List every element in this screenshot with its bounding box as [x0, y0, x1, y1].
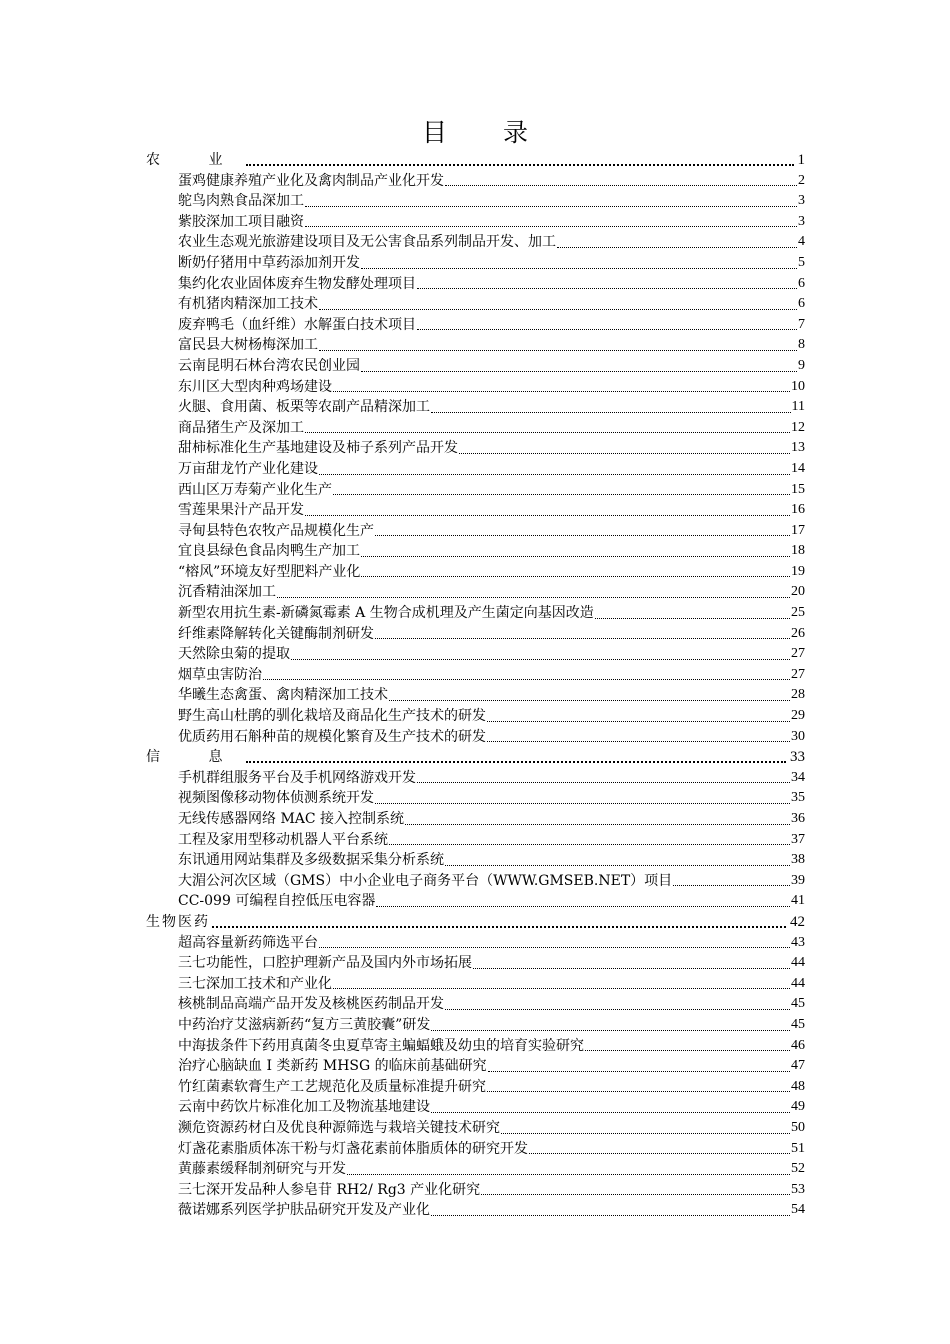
toc-entry-label: CC-099 可编程自控低压电容器: [178, 893, 376, 910]
toc-entry-label: “榕风”环境友好型肥料产业化: [178, 563, 361, 580]
toc-entry-label: 黄藤素缓释制剂研究与开发: [178, 1161, 346, 1178]
dot-leader: [319, 309, 797, 310]
toc-entry-row[interactable]: [140, 397, 805, 418]
toc-entry-row[interactable]: [140, 1097, 805, 1118]
toc-entry-row[interactable]: [140, 335, 805, 356]
toc-entry-page-number: 30: [791, 728, 805, 744]
toc-entry-row[interactable]: [140, 933, 805, 954]
dot-leader: [305, 206, 797, 207]
toc-entry-page-number: 16: [791, 502, 805, 518]
toc-entry-row[interactable]: [140, 809, 805, 830]
toc-section-label: 信 息: [146, 749, 245, 766]
toc-entry-label: 薇诺娜系列医学护肤品研究开发及产业化: [178, 1202, 430, 1219]
toc-entry-row[interactable]: [140, 1159, 805, 1180]
toc-entry-page-number: 25: [791, 605, 805, 621]
toc-entry-label: 集约化农业固体废弃生物发酵处理项目: [178, 275, 416, 292]
toc-entry-row[interactable]: [140, 788, 805, 809]
toc-entry-page-number: 14: [791, 460, 805, 476]
toc-entry-page-number: 43: [791, 934, 805, 950]
toc-entry-row[interactable]: [140, 171, 805, 192]
dot-leader: [445, 1009, 790, 1010]
toc-entry-row[interactable]: [140, 685, 805, 706]
dot-leader: [376, 906, 790, 907]
toc-entry-row[interactable]: [140, 768, 805, 789]
toc-entry-page-number: 38: [791, 852, 805, 868]
toc-entry-label: 鸵鸟肉熟食品深加工: [178, 193, 304, 210]
toc-entry-label: 三七深加工技术和产业化: [178, 975, 332, 992]
toc-entry-row[interactable]: [140, 624, 805, 645]
toc-entry-label: 野生高山杜鹃的驯化栽培及商品化生产技术的研发: [178, 708, 486, 725]
dot-leader: [389, 844, 790, 845]
toc-entry-label: 华曦生态禽蛋、禽肉精深加工技术: [178, 687, 388, 704]
toc-entry-row[interactable]: [140, 480, 805, 501]
toc-entry-page-number: 29: [791, 708, 805, 724]
toc-entry-row[interactable]: [140, 1015, 805, 1036]
toc-entry-row[interactable]: [140, 850, 805, 871]
dot-leader: [305, 515, 790, 516]
toc-entry-label: 废弃鸭毛（血纤维）水解蛋白技术项目: [178, 316, 416, 333]
toc-entry-label: 核桃制品高端产品开发及核桃医药制品开发: [178, 996, 444, 1013]
toc-entry-row[interactable]: [140, 377, 805, 398]
toc-entry-label: 大湄公河次区域（GMS）中小企业电子商务平台（WWW.GMSEB.NET）项目: [178, 872, 673, 889]
dot-leader: [431, 1030, 790, 1031]
dot-leader: [277, 597, 790, 598]
toc-entry-label: 东川区大型肉种鸡场建设: [178, 378, 332, 395]
toc-entry-label: 有机猪肉精深加工技术: [178, 296, 318, 313]
toc-entry-row[interactable]: [140, 1200, 805, 1221]
dot-leader: [431, 412, 791, 413]
toc-entry-row[interactable]: [140, 459, 805, 480]
toc-entry-label: 农业生态观光旅游建设项目及无公害食品系列制品开发、加工: [178, 234, 556, 251]
toc-entry-page-number: 3: [798, 193, 805, 209]
dot-leader: [673, 885, 790, 886]
toc-entry-label: 沉香精油深加工: [178, 584, 276, 601]
toc-entry-page-number: 37: [791, 831, 805, 847]
dot-leader: [361, 268, 797, 269]
dot-leader: [361, 556, 790, 557]
toc-entry-row[interactable]: [140, 1077, 805, 1098]
toc-section-row[interactable]: [140, 747, 805, 768]
toc-entry-label: 濒危资源药材白及优良种源筛选与栽培关键技术研究: [178, 1119, 500, 1136]
page-title: 目 录: [422, 118, 552, 147]
toc-entry-page-number: 27: [791, 646, 805, 662]
toc-section-label: 生物医药: [146, 913, 210, 930]
dot-leader: [333, 391, 790, 392]
toc-entry-label: 手机群组服务平台及手机网络游戏开发: [178, 769, 416, 786]
toc-entry-page-number: 39: [791, 872, 805, 888]
toc-entry-page-number: 47: [791, 1058, 805, 1074]
toc-entry-label: 视频图像移动物体侦测系统开发: [178, 790, 374, 807]
dot-leader: [487, 721, 790, 722]
toc-entry-row[interactable]: [140, 1056, 805, 1077]
dot-leader: [481, 1194, 790, 1195]
dot-leader: [305, 226, 797, 227]
toc-entry-row[interactable]: [140, 871, 805, 892]
toc-entry-label: 断奶仔猪用中草药添加剂开发: [178, 254, 360, 271]
toc-section-row[interactable]: [140, 150, 805, 171]
toc-entry-row[interactable]: [140, 1180, 805, 1201]
toc-entry-label: 甜柿标准化生产基地建设及柿子系列产品开发: [178, 440, 458, 457]
toc-entry-page-number: 34: [791, 769, 805, 785]
toc-section-row[interactable]: [140, 912, 805, 933]
toc-entry-label: 三七功能性，口腔护理新产品及国内外市场拓展: [178, 955, 472, 972]
dot-leader: [445, 185, 797, 186]
toc-entry-label: 宜良县绿色食品肉鸭生产加工: [178, 543, 360, 560]
toc-entry-label: 三七深开发品种人参皂苷 RH2/ Rg3 产业化研究: [178, 1181, 481, 1198]
toc-entry-label: 富民县大树杨梅深加工: [178, 337, 318, 354]
toc-entry-row[interactable]: [140, 953, 805, 974]
toc-entry-page-number: 8: [798, 337, 805, 353]
toc-entry-page-number: 35: [791, 790, 805, 806]
toc-entry-page-number: 18: [791, 543, 805, 559]
toc-entry-page-number: 41: [791, 893, 805, 909]
toc-entry-row[interactable]: [140, 315, 805, 336]
toc-entry-label: 东讯通用网站集群及多级数据采集分析系统: [178, 852, 444, 869]
toc-entry-label: 雪莲果果汁产品开发: [178, 502, 304, 519]
toc-entry-page-number: 46: [791, 1037, 805, 1053]
toc-entry-page-number: 6: [798, 296, 805, 312]
toc-entry-page-number: 13: [791, 440, 805, 456]
toc-entry-page-number: 20: [791, 584, 805, 600]
dot-leader: [557, 247, 797, 248]
toc-entry-row[interactable]: [140, 994, 805, 1015]
toc-entry-page-number: 12: [791, 419, 805, 435]
toc-entry-page-number: 26: [791, 625, 805, 641]
toc-entry-row[interactable]: [140, 644, 805, 665]
toc-entry-label: 寻甸县特色农牧产品规模化生产: [178, 522, 374, 539]
dot-leader: [333, 988, 790, 989]
toc-entry-page-number: 7: [798, 316, 805, 332]
dot-leader: [459, 453, 790, 454]
dot-leader: [431, 1215, 790, 1216]
toc-entry-row[interactable]: [140, 830, 805, 851]
toc-entry-page-number: 10: [791, 378, 805, 394]
dot-leader: [445, 865, 790, 866]
dot-leader: [361, 576, 790, 577]
toc-entry-label: 中药治疗艾滋病新药“复方三黄胶囊”研发: [178, 1016, 431, 1033]
toc-entry-row[interactable]: [140, 1139, 805, 1160]
dot-leader: [595, 618, 790, 619]
toc-entry-page-number: 3: [798, 213, 805, 229]
dot-leader: [431, 1112, 790, 1113]
toc-entry-page-number: 6: [798, 275, 805, 291]
toc-entry-page-number: 51: [791, 1140, 805, 1156]
toc-entry-label: 云南昆明石林台湾农民创业园: [178, 357, 360, 374]
dot-leader: [585, 1050, 790, 1051]
dot-leader: [347, 1174, 790, 1175]
toc-entry-row[interactable]: [140, 562, 805, 583]
dot-leader: [291, 659, 790, 660]
toc-entry-label: 万亩甜龙竹产业化建设: [178, 460, 318, 477]
dot-leader: [263, 679, 790, 680]
toc-entry-row[interactable]: [140, 603, 805, 624]
toc-entry-page-number: 49: [791, 1099, 805, 1115]
toc-section-page-number: 42: [790, 913, 805, 930]
dot-leader: [305, 432, 790, 433]
dot-leader: [333, 494, 790, 495]
toc-entry-page-number: 48: [791, 1078, 805, 1094]
toc-entry-label: 优质药用石斛种苗的规模化繁育及生产技术的研发: [178, 728, 486, 745]
dot-leader: [375, 535, 790, 536]
toc-entry-page-number: 52: [791, 1161, 805, 1177]
toc-entry-row[interactable]: [140, 891, 805, 912]
toc-entry-page-number: 28: [791, 687, 805, 703]
toc-entry-row[interactable]: [140, 521, 805, 542]
dot-leader: [488, 1071, 790, 1072]
toc-entry-row[interactable]: [140, 582, 805, 603]
dot-leader: [319, 474, 790, 475]
toc-entry-page-number: 50: [791, 1119, 805, 1135]
toc-entry-row[interactable]: [140, 438, 805, 459]
toc-entry-row[interactable]: [140, 974, 805, 995]
toc-entry-page-number: 5: [798, 254, 805, 270]
toc-entry-row[interactable]: [140, 500, 805, 521]
toc-entry-page-number: 53: [791, 1181, 805, 1197]
toc-entry-label: 西山区万寿菊产业化生产: [178, 481, 332, 498]
toc-entry-label: 云南中药饮片标准化加工及物流基地建设: [178, 1099, 430, 1116]
dot-leader: [501, 1133, 790, 1134]
dot-leader: [319, 947, 790, 948]
dot-leader: [375, 638, 790, 639]
toc-entry-page-number: 54: [791, 1202, 805, 1218]
toc-section-label: 农 业: [146, 152, 245, 168]
toc-entry-label: 天然除虫菊的提取: [178, 646, 290, 663]
toc-entry-label: 紫胶深加工项目融资: [178, 213, 304, 230]
dot-leader: [389, 700, 790, 701]
toc-entry-page-number: 2: [798, 172, 805, 188]
toc-entry-label: 新型农用抗生素-新磷氮霉素 A 生物合成机理及产生菌定向基因改造: [178, 605, 594, 622]
toc-entry-label: 纤维素降解转化关键酶制剂研发: [178, 625, 374, 642]
dot-leader: [361, 371, 797, 372]
toc-entry-page-number: 4: [798, 234, 805, 250]
toc-entry-label: 超高容量新药筛选平台: [178, 934, 318, 951]
toc-entry-row[interactable]: [140, 418, 805, 439]
toc-entry-label: 工程及家用型移动机器人平台系统: [178, 831, 388, 848]
dot-leader: [375, 803, 790, 804]
toc-entry-label: 灯盏花素脂质体冻干粉与灯盏花素前体脂质体的研究开发: [178, 1140, 528, 1157]
toc-entry-page-number: 45: [791, 1016, 805, 1032]
dot-leader: [246, 761, 786, 763]
toc-entry-row[interactable]: [140, 232, 805, 253]
toc-entry-label: 商品猪生产及深加工: [178, 419, 304, 436]
toc-entry-label: 火腿、食用菌、板栗等农副产品精深加工: [178, 399, 430, 416]
toc-entry-row[interactable]: [140, 191, 805, 212]
dot-leader: [487, 741, 790, 742]
toc-entry-label: 蛋鸡健康养殖产业化及禽肉制品产业化开发: [178, 172, 444, 189]
toc-entry-page-number: 17: [791, 522, 805, 538]
dot-leader: [417, 329, 797, 330]
toc-entry-page-number: 15: [791, 481, 805, 497]
toc-entry-label: 无线传感器网络 MAC 接入控制系统: [178, 811, 405, 827]
dot-leader: [246, 164, 793, 166]
toc-entry-page-number: 27: [791, 666, 805, 682]
toc-entry-label: 竹红菌素软膏生产工艺规范化及质量标准提升研究: [178, 1078, 486, 1095]
toc-entry-row[interactable]: [140, 212, 805, 233]
toc-entry-label: 中海拔条件下药用真菌冬虫夏草寄主蝙蝠蛾及幼虫的培育实验研究: [178, 1037, 584, 1054]
toc-entry-row[interactable]: [140, 706, 805, 727]
dot-leader: [417, 782, 790, 783]
toc-entry-page-number: 9: [798, 357, 805, 373]
toc-section-page-number: 33: [790, 749, 805, 766]
toc-entry-page-number: 19: [791, 563, 805, 579]
toc-entry-row[interactable]: [140, 1118, 805, 1139]
toc-entry-page-number: 36: [791, 811, 805, 826]
dot-leader: [212, 926, 786, 928]
toc-section-page-number: 1: [797, 152, 805, 168]
dot-leader: [319, 350, 797, 351]
dot-leader: [529, 1153, 790, 1154]
table-of-contents: [140, 150, 805, 1221]
toc-entry-row[interactable]: [140, 1036, 805, 1057]
toc-entry-label: 烟草虫害防治: [178, 666, 262, 683]
dot-leader: [487, 1091, 790, 1092]
toc-entry-page-number: 45: [791, 996, 805, 1012]
toc-entry-row[interactable]: [140, 356, 805, 377]
toc-entry-page-number: 44: [791, 975, 805, 991]
toc-entry-row[interactable]: [140, 294, 805, 315]
toc-entry-row[interactable]: [140, 727, 805, 748]
toc-entry-row[interactable]: [140, 253, 805, 274]
dot-leader: [405, 824, 790, 825]
dot-leader: [417, 288, 797, 289]
dot-leader: [473, 968, 790, 969]
toc-entry-page-number: 44: [791, 955, 805, 971]
toc-entry-page-number: 11: [791, 399, 805, 415]
toc-entry-label: 治疗心脑缺血 I 类新药 MHSG 的临床前基础研究: [178, 1058, 487, 1075]
toc-entry-row[interactable]: [140, 541, 805, 562]
toc-entry-row[interactable]: [140, 274, 805, 295]
toc-entry-row[interactable]: [140, 665, 805, 686]
